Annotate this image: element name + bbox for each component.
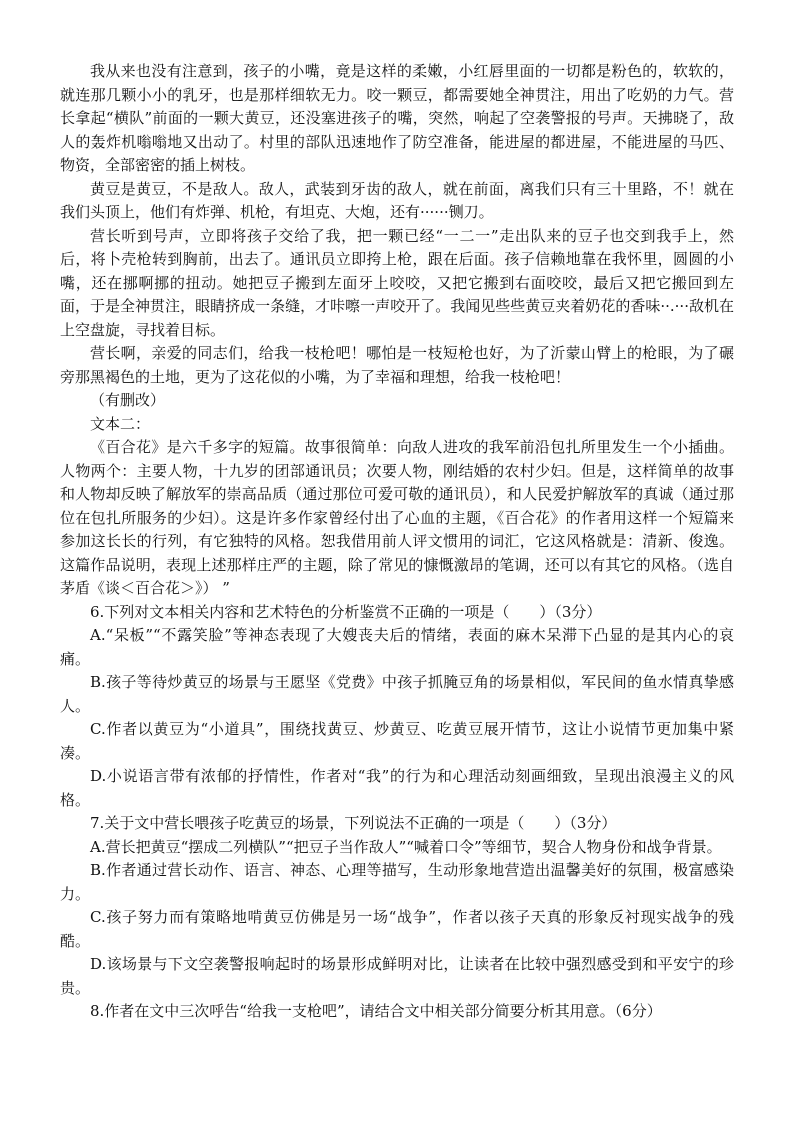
text-two-heading: 文本二：: [90, 414, 151, 433]
questions: [60, 601, 734, 1024]
text-one-paragraph-2: 黄豆是黄豆，不是敌人。敌人，武装到牙齿的敌人，就在前面，离我们只有三十里路，不！就在我们头顶上，他们有炸弹、机枪，有坦克、大炮，还有······铡刀。: [60, 179, 734, 221]
text-two-paragraph-1: 《百合花》是六千多字的短篇。故事很简单：向敌人进攻的我军前沿包扎所里发生一个小插曲。人物两个：主要人物，十九岁的团部通讯员；次要人物，刚结婚的农村少妇。但是，这样简单的故事和人物却反映了解放军的崇高品质（通过那位可爱可敬的通讯员），和人民爱护解放军的真诚（通过那位在包扎所服务的少妇）。这是许多作家曾经付出了心血的主题，《百合花》的作者用这样一个短篇来参加这长长的行列，有它独特的风格。恕我借用前人评文惯用的词汇，它这风格就是：清新、俊逸。这篇作品说明，表现上述那样庄严的主题，除了常见的慷慨激昂的笔调，还可以有其它的风格。（选自茅盾《谈＜百合花＞》） ”: [60, 438, 734, 597]
question-6-option-c: C.作者以黄豆为“小道具”，围绕找黄豆、炒黄豆、吃黄豆展开情节，这让小说情节更加集中紧凑。: [60, 720, 734, 762]
text-one-paragraph-4: 营长啊，亲爱的同志们，给我一枝枪吧！哪怕是一枝短枪也好，为了沂蒙山臂上的枪眼，为了碾旁那黑褐色的土地，更为了这花似的小嘴，为了幸福和理想，给我一枝枪吧！: [60, 344, 734, 386]
question-7-option-a: A.营长把黄豆“摆成二列横队”“把豆子当作敌人”“喊着口令”等细节，契合人物身份和战争背景。: [90, 837, 722, 856]
question-6-option-a: A.“呆板”“不露笑脸”等神态表现了大嫂丧夫后的情绪，表面的麻木呆滞下凸显的是其内心的哀痛。: [60, 626, 734, 668]
text-one: [60, 60, 734, 413]
question-7-option-c: C.孩子努力而有策略地啃黄豆仿佛是另一场“战争”，作者以孩子天真的形象反衬现实战争的残酷。: [60, 908, 734, 950]
question-8-stem: 8.作者在文中三次呼告“给我一支枪吧”，请结合文中相关部分简要分析其用意。（6分）: [90, 1002, 662, 1020]
text-two: [60, 413, 734, 601]
question-7-stem: 7.关于文中营长喂孩子吃黄豆的场景，下列说法不正确的一项是（ ）（3分）: [90, 814, 617, 832]
question-7-option-b: B.作者通过营长动作、语言、神态、心理等描写，生动形象地营造出温馨美好的氛围，极富感染力。: [60, 861, 734, 903]
question-7-option-d: D.该场景与下文空袭警报响起时的场景形成鲜明对比，让读者在比较中强烈感受到和平安宁的珍贵。: [60, 955, 734, 997]
question-6-option-b: B.孩子等待炒黄豆的场景与王愿坚《党费》中孩子抓腌豆角的场景相似，军民间的鱼水情真挚感人。: [60, 673, 734, 715]
question-6-option-d: D.小说语言带有浓郁的抒情性，作者对“我”的行为和心理活动刻画细致，呈现出浪漫主义的风格。: [60, 767, 734, 809]
text-one-paragraph-1: 我从来也没有注意到，孩子的小嘴，竟是这样的柔嫩，小红唇里面的一切都是粉色的，软软的，就连那几颗小小的乳牙，也是那样细软无力。咬一颗豆，都需要她全神贯注，用出了吃奶的力气。营长拿起“横队”前面的一颗大黄豆，还没塞进孩子的嘴，突然，响起了空袭警报的号声。天拂晓了，敌人的轰炸机嗡嗡地又出动了。村里的部队迅速地作了防空准备，能进屋的都进屋，不能进屋的马匹、物资，全部密密的插上树枝。: [60, 62, 734, 174]
question-6-stem: 6.下列对文本相关内容和艺术特色的分析鉴赏不正确的一项是（ ）（3分）: [90, 602, 602, 621]
edit-note: （有删改）: [90, 391, 166, 409]
text-one-paragraph-3: 营长听到号声，立即将孩子交给了我，把一颗已经“一二一”走出队来的豆子也交到我手上，然后，将卜壳枪转到胸前，出去了。通讯员立即挎上枪，跟在后面。孩子信赖地靠在我怀里，圆圆的小嘴，还在挪啊挪的扭动。她把豆子搬到左面牙上咬咬，又把它搬到右面咬咬，最后又把它搬回到左面，于是全神贯注，眼睛挤成一条缝，才咔嚓一声咬开了。我闻见些些黄豆夹着奶花的香味··.···敌机在上空盘旋，寻找着目标。: [60, 226, 734, 339]
